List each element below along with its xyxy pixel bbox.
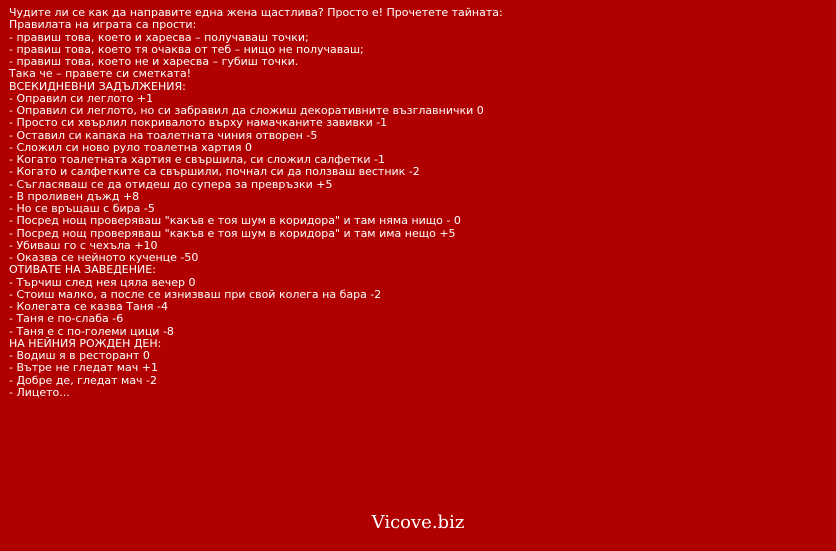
text-line: - Оправил си леглото +1 [9,91,154,105]
text-line: ВСЕКИДНЕВНИ ЗАДЪЛЖЕНИЯ: [9,79,186,93]
text-line: - Оправил си леглото, но си забравил да сложиш декоративните възглавнички 0 [9,104,484,117]
text-line: - Колегата се казва Таня -4 [9,300,168,313]
site-watermark: Vicove.biz [371,512,465,533]
text-line: - Посред нощ проверяваш "какъв е тоя шум в коридора" и там има нещо +5 [9,226,456,240]
text-line: - Водиш я в ресторант 0 [9,349,150,362]
text-line: - Търчиш след нея цяла вечер 0 [9,275,196,289]
text-line: - Съгласяваш се да отидеш до супера за превръзки +5 [9,177,333,191]
text-line: - Лицето... [9,385,70,399]
text-line: Така че – правете си сметката! [9,67,192,81]
text-line: - Просто си хвърлил покривалото върху намачканите завивки -1 [9,116,388,130]
text-line: - Добре де, гледат мач -2 [9,373,158,387]
text-line: - Таня е по-слаба -6 [9,312,124,326]
text-line: НА НЕЙНИЯ РОЖДЕН ДЕН: [9,336,162,350]
text-line: Чудите ли се как да направите една жена щастлива? Просто е! Прочетете тайната: [9,6,503,19]
text-line: - Сложил си ново руло тоалетна хартия 0 [9,140,252,154]
text-line: - Стоиш малко, а после се изнизваш при свой колега на бара -2 [9,287,382,301]
text-line: - правиш това, което тя очаква от теб – нищо не получаваш; [9,42,364,56]
text-line: - Оставил си капака на тоалетната чиния отворен -5 [9,128,318,142]
text-line: - Таня е с по-големи цици -8 [9,324,174,338]
text-line: - Оказва се нейното кученце -50 [9,251,199,264]
text-line: - правиш това, което и харесва – получаваш точки; [9,30,309,44]
text-line: - Но се връщаш с бира -5 [9,202,155,215]
text-line: ОТИВАТЕ НА ЗАВЕДЕНИЕ: [9,263,156,277]
text-line: Правилата на играта са прости: [9,18,197,32]
joke-text-block [9,7,809,399]
text-line: - Когато тоалетната хартия е свършила, си сложил салфетки -1 [9,153,385,166]
text-line: - В проливен дъжд +8 [9,189,140,203]
text-line: - Убиваш го с чехъла +10 [9,238,158,252]
text-line: - правиш това, което не и харесва – губиш точки. [9,55,299,68]
text-line: - Посред нощ проверяваш "какъв е тоя шум в коридора" и там няма нищо - 0 [9,214,461,228]
text-line: - Вътре не гледат мач +1 [9,361,158,375]
text-line: - Когато и салфетките са свършили, почнал си да ползваш вестник -2 [9,165,420,179]
